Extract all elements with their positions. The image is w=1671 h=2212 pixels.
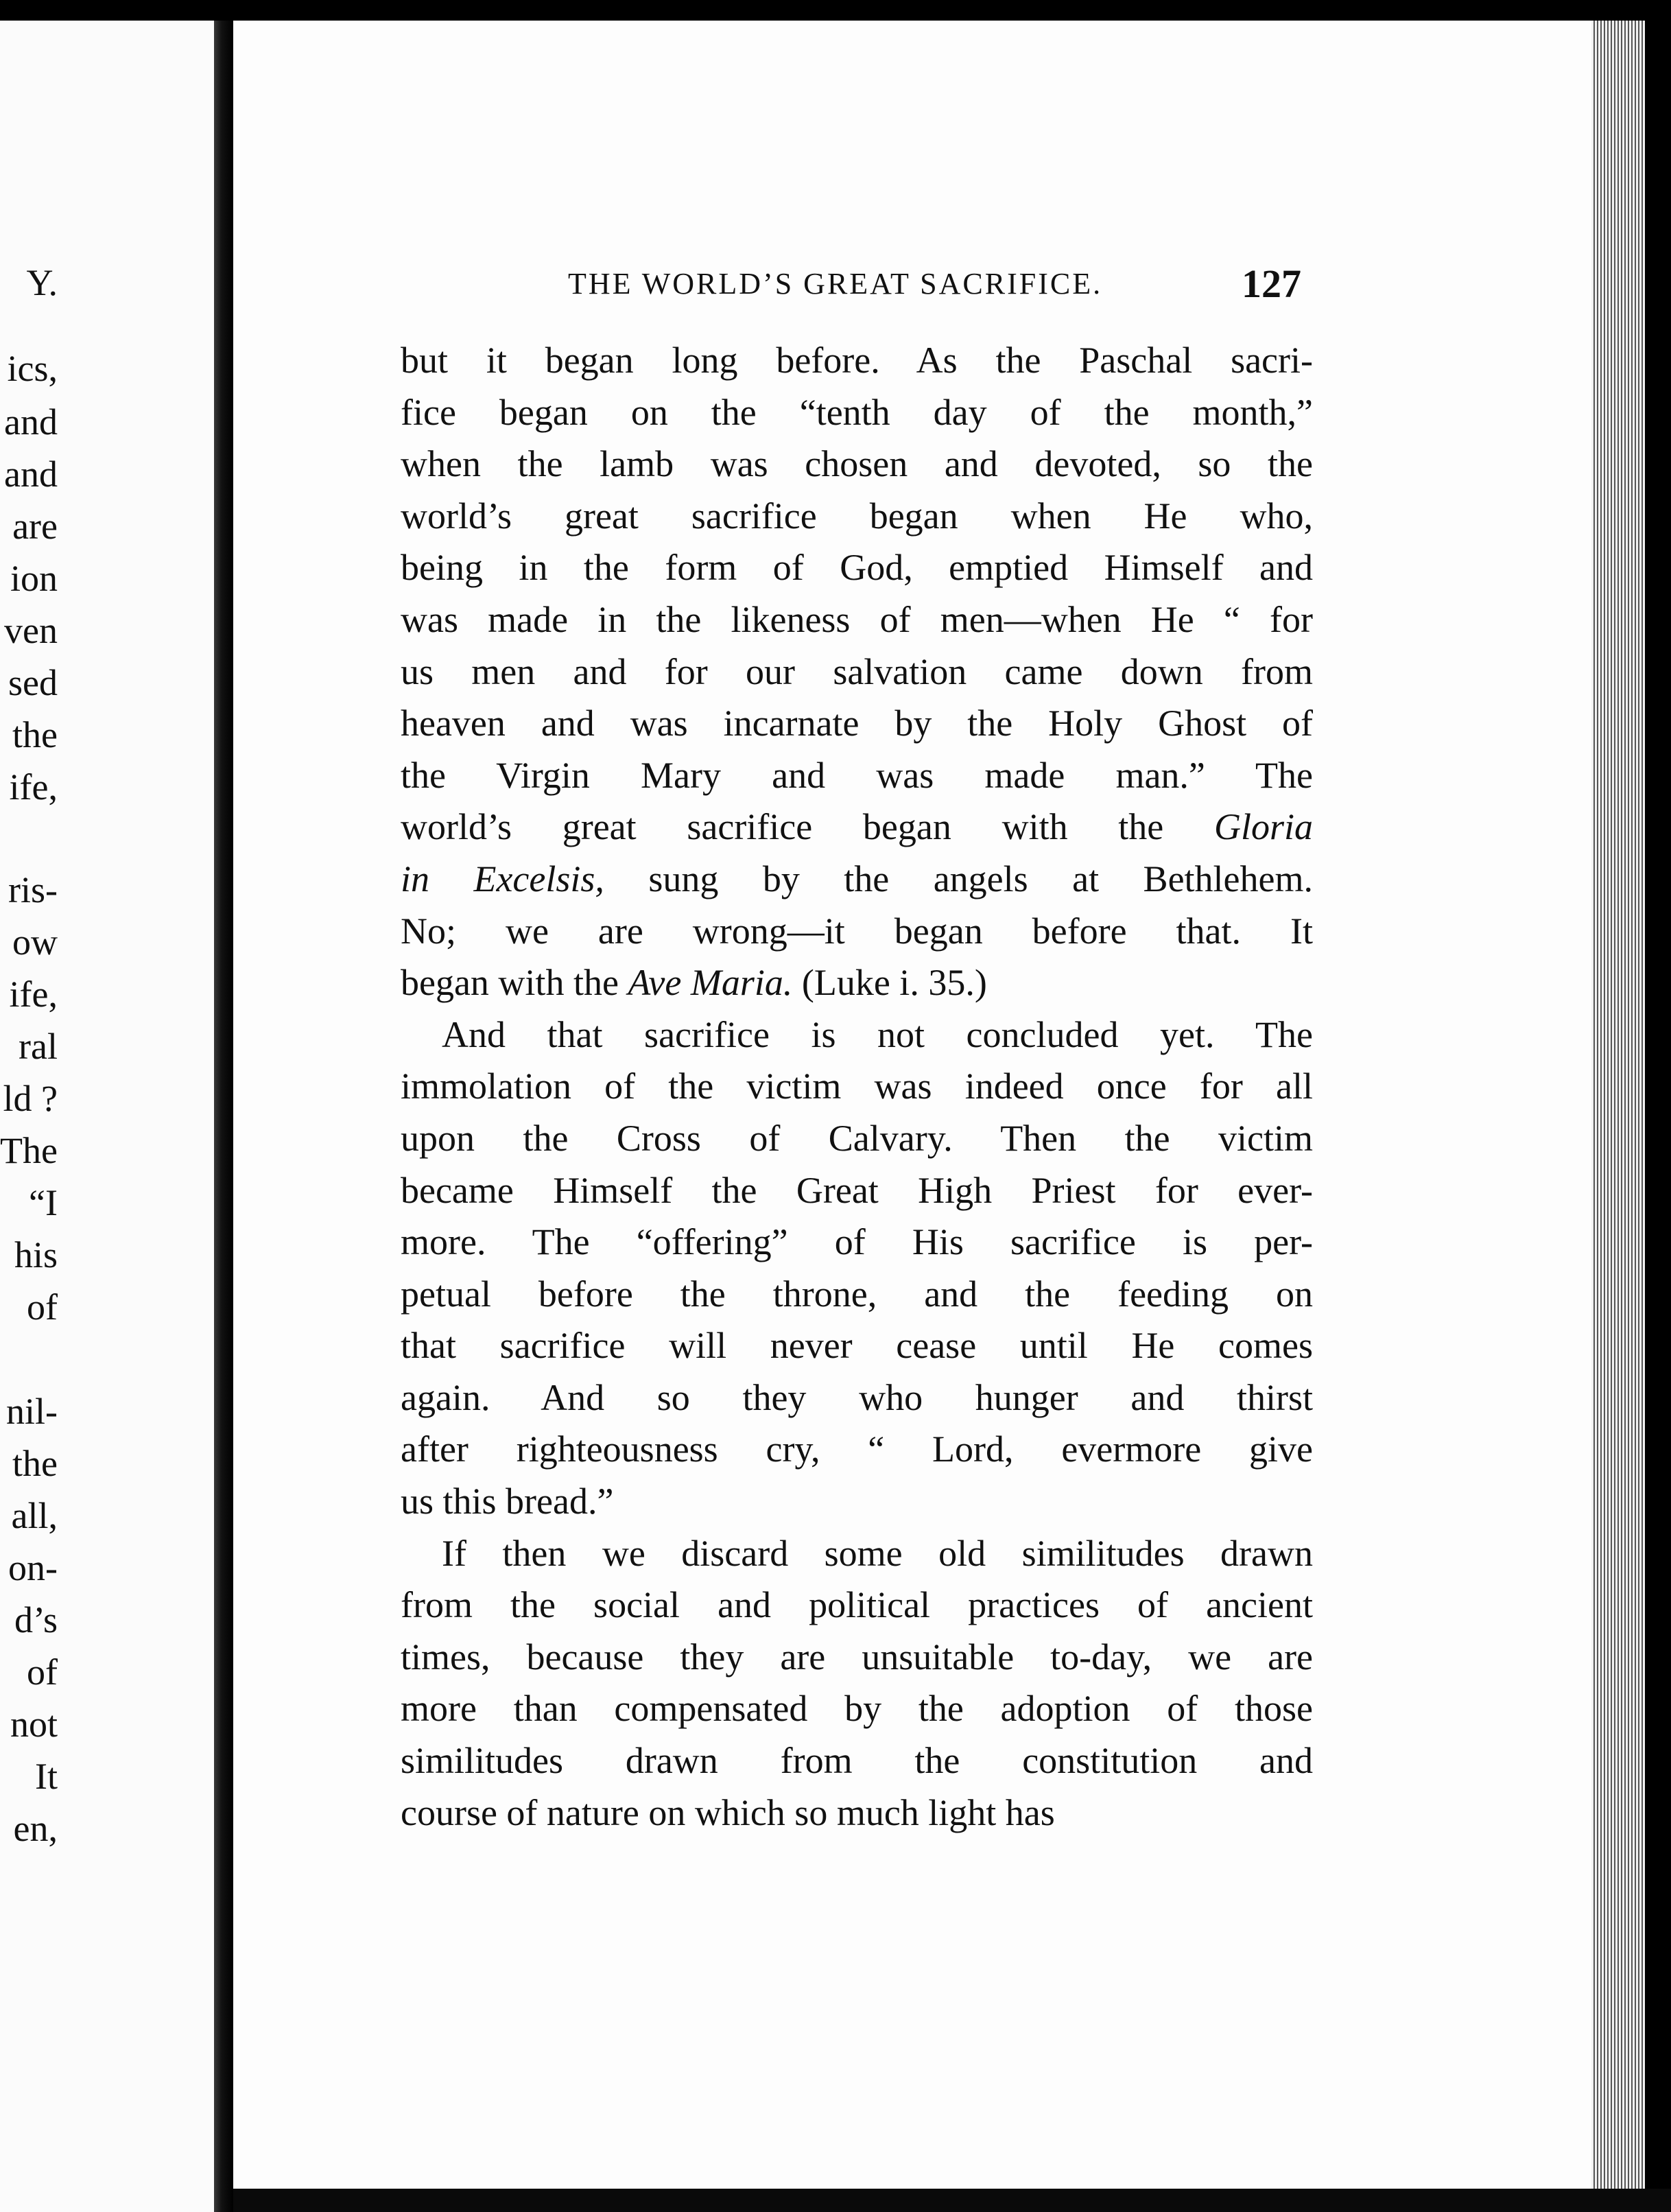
paragraph xyxy=(401,1528,1313,1839)
running-head-title: THE WORLD’S GREAT SACRIFICE. xyxy=(568,267,1103,301)
left-page-fragment: ven xyxy=(4,610,58,651)
text-line: times, because they are unsuitable to-day, we are xyxy=(401,1636,1313,1678)
left-page-fragment: of xyxy=(27,1286,58,1328)
text-line: us this bread.” xyxy=(401,1481,614,1522)
left-page-fragment: sed xyxy=(8,662,58,703)
text-line: from the social and political practices of ancient xyxy=(401,1584,1313,1626)
left-page-fragment: not xyxy=(10,1704,58,1745)
text-line: when the lamb was chosen and devoted, so the xyxy=(401,443,1313,485)
text-line: heaven and was incarnate by the Holy Ghost of xyxy=(401,703,1313,744)
text-line: in Excelsis, sung by the angels at Bethlehem. xyxy=(401,858,1313,899)
left-page-fragment: and xyxy=(4,401,58,443)
text-line: fice began on the “tenth day of the month,” xyxy=(401,391,1313,433)
left-page-fragment: the xyxy=(12,714,58,755)
text-line: after righteousness cry, “ Lord, evermore give xyxy=(401,1428,1313,1470)
text-line: upon the Cross of Calvary. Then the victim xyxy=(401,1117,1313,1159)
left-page-fragment: ics, xyxy=(7,348,58,389)
text-line: And that sacrifice is not concluded yet. The xyxy=(442,1013,1313,1055)
left-page-fragment: ris- xyxy=(8,869,58,910)
left-page-fragment: the xyxy=(12,1443,58,1484)
text-line: world’s great sacrifice began with the Gloria xyxy=(401,806,1313,848)
text-line: again. And so they who hunger and thirst xyxy=(401,1376,1313,1418)
text-line: petual before the throne, and the feeding on xyxy=(401,1273,1313,1315)
left-page-fragment: Y. xyxy=(26,262,58,303)
book-gutter xyxy=(214,21,233,2212)
left-page-fragment: of xyxy=(27,1651,58,1693)
body-text xyxy=(401,335,1313,1839)
text-line: similitudes drawn from the constitution and xyxy=(401,1740,1313,1782)
text-line: No; we are wrong—it began before that. It xyxy=(401,910,1313,952)
text-line: was made in the likeness of men—when He “ for xyxy=(401,598,1313,640)
text-line: began with the Ave Maria. (Luke i. 35.) xyxy=(401,962,987,1004)
text-line: If then we discard some old similitudes drawn xyxy=(442,1532,1313,1574)
left-page-fragment: are xyxy=(12,506,58,547)
page-number: 127 xyxy=(1242,261,1301,306)
left-page-fragment: ral xyxy=(19,1026,58,1067)
top-border xyxy=(0,0,1671,21)
left-page-fragment: on- xyxy=(8,1547,58,1588)
left-page-fragment: ion xyxy=(10,558,58,599)
page-edges xyxy=(1591,21,1645,2189)
text-line: world’s great sacrifice began when He who, xyxy=(401,495,1313,537)
left-page-fragment: The xyxy=(0,1130,58,1171)
text-line: the Virgin Mary and was made man.” The xyxy=(401,754,1313,796)
text-line: immolation of the victim was indeed once for all xyxy=(401,1066,1313,1107)
text-line: being in the form of God, emptied Himself and xyxy=(401,547,1313,589)
text-line: us men and for our salvation came down from xyxy=(401,650,1313,692)
paragraph xyxy=(401,1009,1313,1528)
left-page-fragment: d’s xyxy=(14,1599,58,1640)
text-line: but it began long before. As the Paschal sacri- xyxy=(401,340,1313,381)
text-line: more than compensated by the adoption of those xyxy=(401,1688,1313,1730)
left-page-fragment: nil- xyxy=(6,1391,58,1432)
text-line: more. The “offering” of His sacrifice is per- xyxy=(401,1221,1313,1263)
text-line: that sacrifice will never cease until He comes xyxy=(401,1325,1313,1367)
left-page-fragment: en, xyxy=(13,1808,58,1849)
left-page-fragment: “I xyxy=(29,1182,58,1223)
left-page-fragment: all, xyxy=(11,1495,58,1536)
left-page-fragment: and xyxy=(4,454,58,495)
left-page-fragment: ife, xyxy=(9,974,58,1015)
bottom-border xyxy=(233,2189,1671,2212)
left-page-fragment: ld ? xyxy=(3,1078,58,1119)
paragraph xyxy=(401,335,1313,1009)
left-page-fragment: ife, xyxy=(9,766,58,808)
left-page-fragment: his xyxy=(14,1234,58,1275)
right-border xyxy=(1645,0,1671,2212)
left-page-fragment: ow xyxy=(12,921,58,963)
left-page-fragment: It xyxy=(35,1756,58,1797)
text-line: became Himself the Great High Priest for ever- xyxy=(401,1169,1313,1211)
text-line: course of nature on which so much light has xyxy=(401,1791,1055,1833)
